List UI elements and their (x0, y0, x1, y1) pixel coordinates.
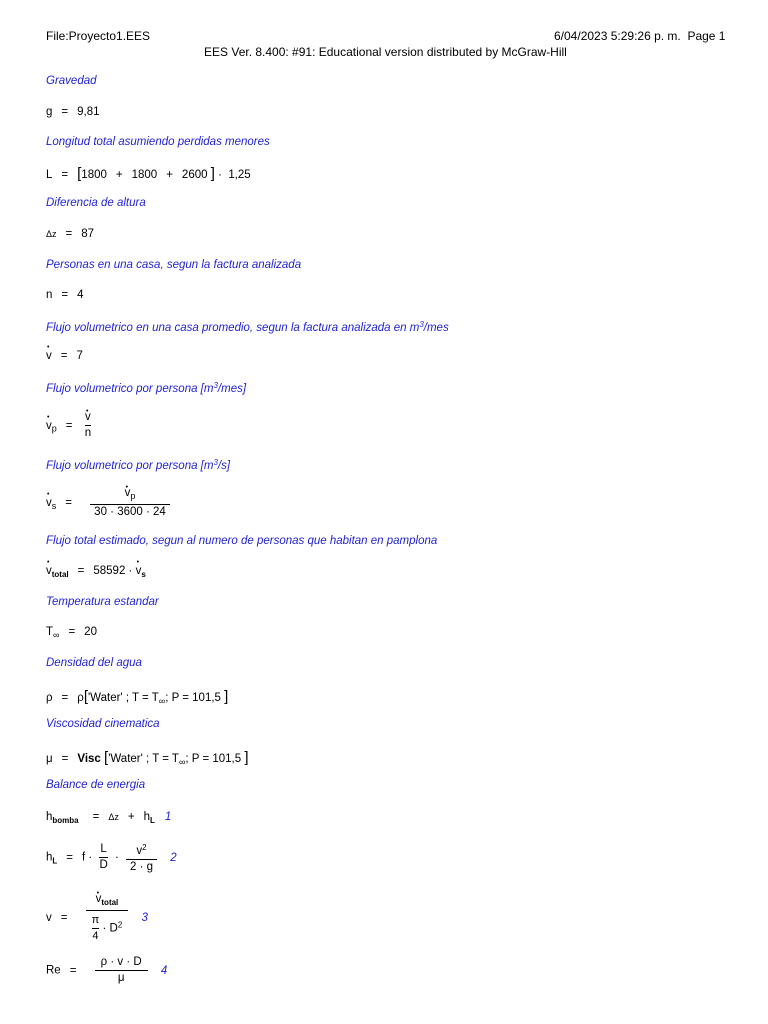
comment-gravedad: Gravedad (46, 75, 97, 87)
comment-balance: Balance de energia (46, 779, 146, 791)
equation-Tinf: $T_\infty = 20$ (46, 626, 97, 640)
equation-label-4: 4 (160, 964, 168, 977)
equation-mu: μ = Visc ['Water' ; $T = T_\infty$; P = 101,5 ] (46, 749, 249, 767)
equation-vtotal: • $v_{total} = 58592$ · • $v_s$ (46, 565, 146, 579)
equation-g: g = 9,81 (46, 106, 100, 118)
equation-v: • v = 7 (46, 350, 83, 362)
page-number: Page 1 (687, 29, 726, 43)
equation-dz: Δz = 87 (46, 228, 95, 240)
comment-longitud: Longitud total asumiendo perdidas menores (46, 136, 270, 148)
comment-flujo-total: Flujo total estimado, segun al numero de personas que habitan en pamplona (46, 535, 438, 547)
equation-vp: • $v_p$ = • $\frac{v}{n}$ (46, 410, 91, 441)
equation-n: n = 4 (46, 289, 84, 301)
comment-temperatura: Temperatura estandar (46, 596, 159, 608)
print-datetime: 6/04/2023 5:29:26 p. m. Page 1 (554, 29, 726, 43)
equation-rho: ρ = ρ['Water' ; $T = T_\infty$; P = 101,5 ] (46, 688, 229, 706)
file-name: File:Proyecto1.EES (46, 29, 151, 43)
equation-vel: v = • $v_{total}$ $\frac{\pi}{4}$ · $D^2$ 3 (46, 892, 148, 944)
equation-Re: Re = $\frac{\rho \cdot v \cdot D}{\mu}$ 4 (46, 956, 168, 984)
comment-diferencia: Diferencia de altura (46, 197, 146, 209)
version-line: EES Ver. 8.400: #91: Educational version distributed by McGraw-Hill (204, 45, 567, 59)
comment-viscosidad: Viscosidad cinematica (46, 718, 160, 730)
equation-hL: $h_L = f$ · $\frac{L}{D}$ · $\frac{v^2}{2 \cdot g}$ 2 (46, 843, 177, 873)
equation-hbomba: $h_{bomba} = \Delta z + h_L$ 1 (46, 811, 172, 825)
comment-densidad: Densidad del agua (46, 657, 142, 669)
comment-personas: Personas en una casa, segun la factura analizada (46, 259, 302, 271)
comment-flujo-persona-s: Flujo volumetrico por persona $[m^3/s]$ (46, 458, 231, 472)
equation-L: L = [1800 + 1800 + 2600 ] · 1,25 (46, 165, 251, 182)
comment-flujo-casa: Flujo volumetrico en una casa promedio, segun la factura analizada en $m^3$/mes (46, 320, 449, 334)
equation-label-2: 2 (170, 851, 177, 864)
equation-vs: • $v_s$ = • $\frac{v_p}{30 \cdot 3600 \cdot 24}$ (46, 486, 170, 520)
equation-label-1: 1 (164, 811, 172, 823)
comment-flujo-persona-mes: Flujo volumetrico por persona $[m^3/mes]$ (46, 381, 247, 395)
equation-label-3: 3 (141, 912, 148, 925)
